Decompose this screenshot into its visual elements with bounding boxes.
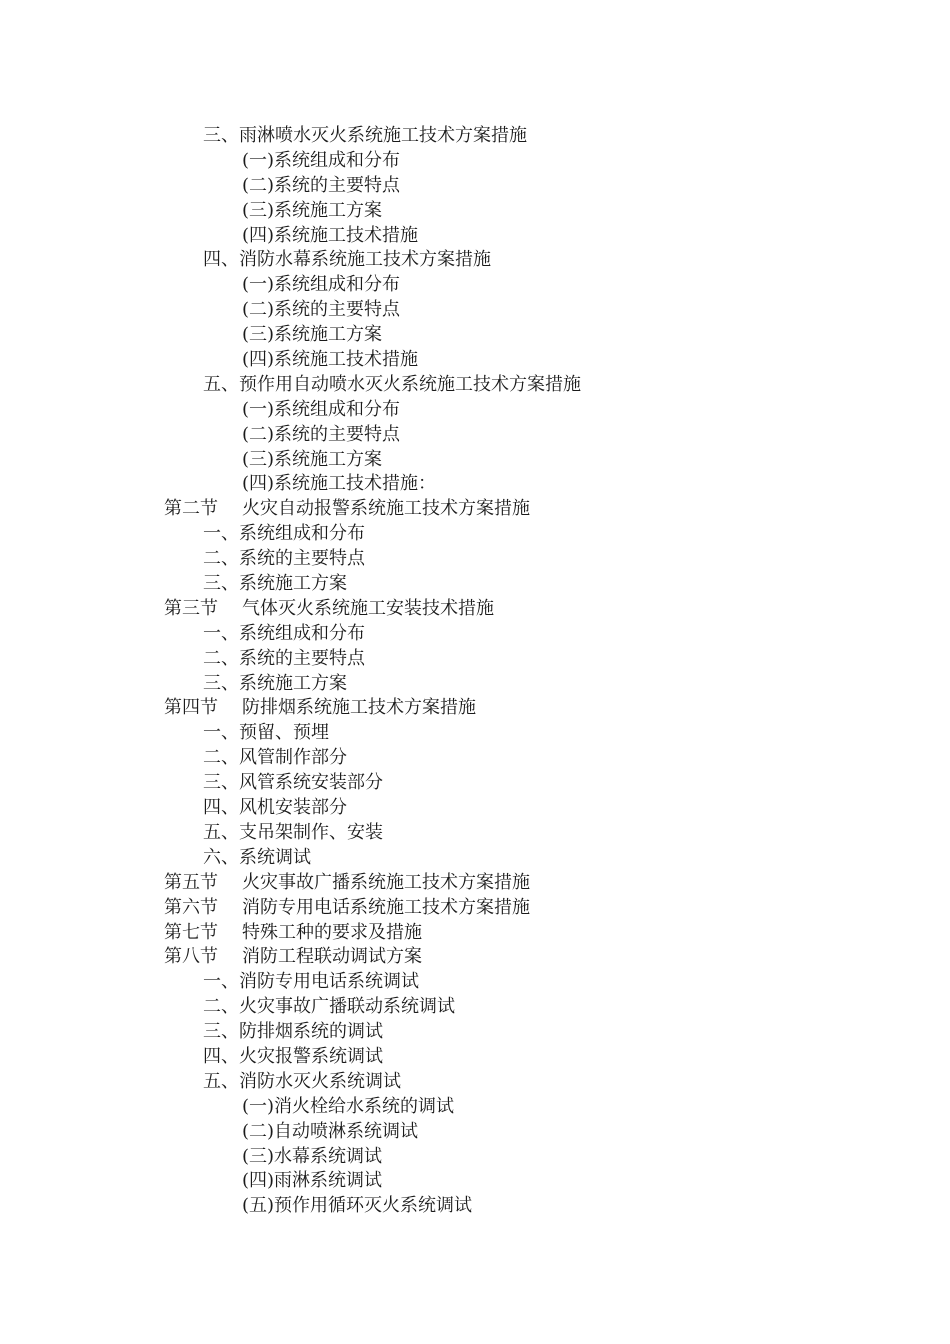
subitem-title: (四)雨淋系统调试 [242, 1170, 383, 1192]
item-title: 二、火灾事故广播联动系统调试 [203, 996, 455, 1018]
item-title: 一、系统组成和分布 [203, 622, 365, 644]
item-title: 三、系统施工方案 [203, 573, 347, 595]
section-title: 消防专用电话系统施工技术方案措施 [242, 896, 530, 918]
item-title: 三、防排烟系统的调试 [203, 1021, 383, 1043]
toc-subitem-line [0, 273, 950, 298]
item-title: 一、系统组成和分布 [203, 523, 365, 545]
subitem-title: (五)预作用循环灭火系统调试 [242, 1195, 473, 1217]
item-title: 三、系统施工方案 [203, 672, 347, 694]
item-title: 五、支吊架制作、安装 [203, 821, 383, 843]
subitem-title: (四)系统施工技术措施 [242, 349, 419, 371]
section-title: 防排烟系统施工技术方案措施 [242, 697, 476, 719]
subitem-title: (二)系统的主要特点 [242, 299, 401, 321]
item-title: 一、消防专用电话系统调试 [203, 971, 419, 993]
subitem-title: (三)系统施工方案 [242, 199, 383, 221]
toc-item-line [0, 547, 950, 572]
item-title: 一、预留、预埋 [203, 722, 329, 744]
item-title: 四、消防水幕系统施工技术方案措施 [203, 249, 491, 271]
section-title: 火灾自动报警系统施工技术方案措施 [242, 498, 530, 520]
toc-subitem-line [0, 1145, 950, 1170]
subitem-title: (二)系统的主要特点 [242, 423, 401, 445]
toc-section-line [0, 597, 950, 622]
toc-section-line [0, 696, 950, 721]
section-number: 第二节 [164, 498, 218, 520]
toc-item-line [0, 970, 950, 995]
toc-subitem-line [0, 224, 950, 249]
section-number: 第三节 [164, 597, 218, 619]
item-title: 二、系统的主要特点 [203, 647, 365, 669]
section-number: 第七节 [164, 921, 218, 943]
toc-section-line [0, 921, 950, 946]
toc-subitem-line [0, 348, 950, 373]
subitem-title: (四)系统施工技术措施 [242, 224, 419, 246]
section-title: 特殊工种的要求及措施 [242, 921, 422, 943]
toc-section-line [0, 497, 950, 522]
toc-subitem-line [0, 423, 950, 448]
toc-subitem-line [0, 174, 950, 199]
toc-section-line [0, 871, 950, 896]
subitem-title: (一)系统组成和分布 [242, 274, 401, 296]
section-title: 火灾事故广播系统施工技术方案措施 [242, 871, 530, 893]
toc-item-line [0, 1020, 950, 1045]
toc-section-line [0, 945, 950, 970]
subitem-title: (四)系统施工技术措施： [242, 473, 437, 495]
toc-subitem-line [0, 149, 950, 174]
toc-subitem-line [0, 298, 950, 323]
table-of-contents [0, 124, 950, 1219]
subitem-title: (一)系统组成和分布 [242, 149, 401, 171]
section-number: 第五节 [164, 871, 218, 893]
subitem-title: (二)自动喷淋系统调试 [242, 1120, 419, 1142]
section-title: 气体灭火系统施工安装技术措施 [242, 597, 494, 619]
toc-item-line [0, 1045, 950, 1070]
toc-item-line [0, 572, 950, 597]
subitem-title: (一)消火栓给水系统的调试 [242, 1095, 455, 1117]
item-title: 二、风管制作部分 [203, 747, 347, 769]
toc-item-line [0, 124, 950, 149]
subitem-title: (一)系统组成和分布 [242, 398, 401, 420]
toc-subitem-line [0, 1169, 950, 1194]
toc-item-line [0, 771, 950, 796]
item-title: 六、系统调试 [203, 846, 311, 868]
toc-subitem-line [0, 1095, 950, 1120]
toc-item-line [0, 821, 950, 846]
toc-item-line [0, 248, 950, 273]
toc-item-line [0, 373, 950, 398]
item-title: 四、火灾报警系统调试 [203, 1045, 383, 1067]
toc-subitem-line [0, 1120, 950, 1145]
toc-item-line [0, 647, 950, 672]
subitem-title: (二)系统的主要特点 [242, 174, 401, 196]
item-title: 四、风机安装部分 [203, 797, 347, 819]
item-title: 三、风管系统安装部分 [203, 772, 383, 794]
toc-subitem-line [0, 398, 950, 423]
subitem-title: (三)系统施工方案 [242, 448, 383, 470]
toc-subitem-line [0, 323, 950, 348]
item-title: 五、消防水灭火系统调试 [203, 1070, 401, 1092]
section-number: 第四节 [164, 697, 218, 719]
item-title: 三、雨淋喷水灭火系统施工技术方案措施 [203, 125, 527, 146]
toc-item-line [0, 522, 950, 547]
section-title: 消防工程联动调试方案 [242, 946, 422, 968]
subitem-title: (三)系统施工方案 [242, 324, 383, 346]
section-number: 第八节 [164, 946, 218, 968]
toc-item-line [0, 746, 950, 771]
toc-subitem-line [0, 1194, 950, 1219]
toc-item-line [0, 721, 950, 746]
toc-section-line [0, 896, 950, 921]
toc-item-line [0, 796, 950, 821]
toc-subitem-line [0, 472, 950, 497]
toc-item-line [0, 672, 950, 697]
subitem-title: (三)水幕系统调试 [242, 1145, 383, 1167]
toc-item-line [0, 1070, 950, 1095]
toc-subitem-line [0, 448, 950, 473]
section-number: 第六节 [164, 896, 218, 918]
toc-item-line [0, 622, 950, 647]
item-title: 二、系统的主要特点 [203, 548, 365, 570]
item-title: 五、预作用自动喷水灭火系统施工技术方案措施 [203, 373, 581, 395]
toc-item-line [0, 995, 950, 1020]
toc-subitem-line [0, 199, 950, 224]
toc-item-line [0, 846, 950, 871]
